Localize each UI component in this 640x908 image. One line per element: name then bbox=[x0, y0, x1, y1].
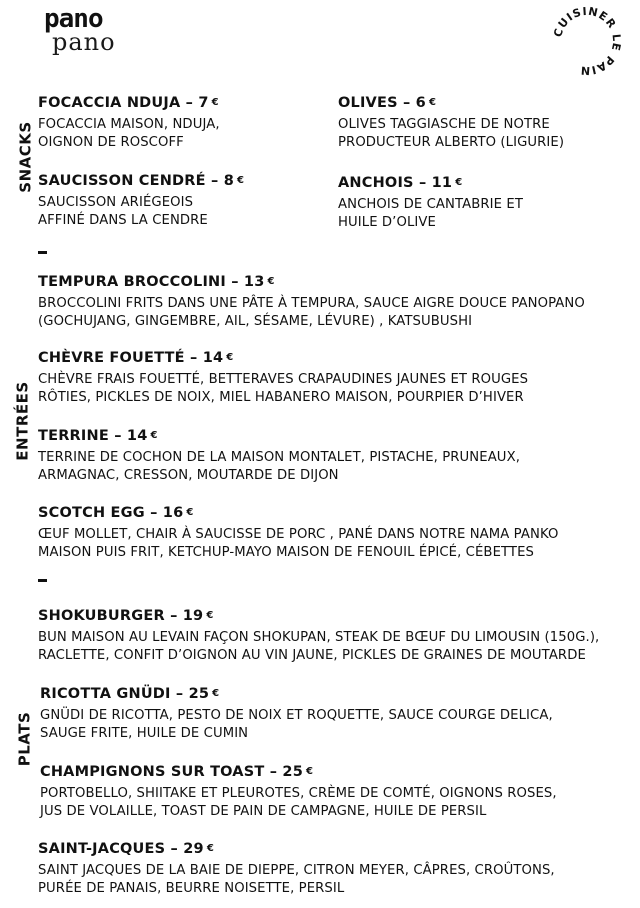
item-description: OLIVES TAGGIASCHE DE NOTRE PRODUCTEUR ALBERTO (LIGURIE) bbox=[338, 117, 565, 150]
svg-text:CUISINER LE PAIN: CUISINER LE PAIN bbox=[551, 4, 624, 78]
menu-item-olives bbox=[338, 94, 564, 152]
item-description: ŒUF MOLLET, CHAIR À SAUCISSE DE PORC , PANÉ DANS NOTRE NAMA PANKO MAISON PUIS FRIT, KETCHUP-MAYO MAISON DE FENOUIL ÉPICÉ, CÉBETTES bbox=[38, 527, 559, 560]
menu-item-saint-jacques bbox=[38, 840, 555, 898]
item-description: PORTOBELLO, SHIITAKE ET PLEUROTES, CRÈME DE COMTÉ, OIGNONS ROSES, JUS DE VOLAILLE, TOAST DE PAIN DE CAMPAGNE, HUILE DE PERSIL bbox=[40, 786, 557, 819]
item-title: SHOKUBURGER – 19 € bbox=[38, 608, 214, 624]
menu-item-anchois bbox=[338, 174, 523, 232]
item-title: SCOTCH EGG – 16 € bbox=[38, 505, 194, 521]
section-divider bbox=[38, 251, 47, 254]
item-title: TERRINE – 14 € bbox=[38, 428, 158, 444]
item-description: SAUCISSON ARIÉGEOIS AFFINÉ DANS LA CENDRE bbox=[38, 195, 208, 228]
item-description: GNÜDI DE RICOTTA, PESTO DE NOIX ET ROQUETTE, SAUCE COURGE DELICA, SAUGE FRITE, HUILE DE CUMIN bbox=[40, 708, 553, 741]
menu-item-scotch-egg bbox=[38, 504, 558, 562]
item-title: ANCHOIS – 11 € bbox=[338, 175, 463, 191]
menu-item-chevre-fouette bbox=[38, 349, 528, 407]
section-label-entrees: ENTRÉES bbox=[13, 381, 32, 461]
item-description: FOCACCIA MAISON, NDUJA, OIGNON DE ROSCOFF bbox=[38, 117, 220, 150]
section-divider bbox=[38, 579, 47, 582]
menu-item-ricotta-gnudi bbox=[40, 685, 553, 743]
logo-wordmark: pano bbox=[44, 4, 103, 34]
item-description: TERRINE DE COCHON DE LA MAISON MONTALET, PISTACHE, PRUNEAUX, ARMAGNAC, CRESSON, MOUTARDE DE DIJON bbox=[38, 450, 520, 483]
menu-item-tempura-broccolini bbox=[38, 273, 585, 331]
item-title: OLIVES – 6 € bbox=[338, 95, 437, 111]
logo-wordmark-script: pano bbox=[52, 28, 116, 56]
item-description: SAINT JACQUES DE LA BAIE DE DIEPPE, CITRON MEYER, CÂPRES, CROÛTONS, PURÉE DE PANAIS, BEURRE NOISETTE, PERSIL bbox=[38, 863, 555, 896]
item-description: BUN MAISON AU LEVAIN FAÇON SHOKUPAN, STEAK DE BŒUF DU LIMOUSIN (150G.), RACLETTE, CONFIT D’OIGNON AU VIN JAUNE, PICKLES DE GRAINES DE MOUTARDE bbox=[38, 630, 600, 663]
cuisiner-le-pain-seal bbox=[548, 2, 626, 80]
item-description: BROCCOLINI FRITS DANS UNE PÂTE À TEMPURA, SAUCE AIGRE DOUCE PANOPANO (GOCHUJANG, GINGEMBRE, AIL, SÉSAME, LÉVURE) , KATSUBUSHI bbox=[38, 296, 585, 329]
menu-item-shokuburger bbox=[38, 607, 599, 665]
item-title: SAINT-JACQUES – 29 € bbox=[38, 841, 214, 857]
item-title: TEMPURA BROCCOLINI – 13 € bbox=[38, 274, 275, 290]
menu-item-focaccia-nduja bbox=[38, 94, 220, 152]
section-label-plats: PLATS bbox=[15, 711, 34, 767]
item-description: ANCHOIS DE CANTABRIE ET HUILE D’OLIVE bbox=[338, 197, 523, 230]
menu-item-champignons-sur-toast bbox=[40, 763, 557, 821]
item-title: SAUCISSON CENDRÉ – 8 € bbox=[38, 173, 245, 189]
item-title: FOCACCIA NDUJA – 7 € bbox=[38, 95, 219, 111]
section-label-snacks: SNACKS bbox=[16, 121, 35, 193]
menu-item-saucisson-cendre bbox=[38, 172, 244, 230]
item-title: CHAMPIGNONS SUR TOAST – 25 € bbox=[40, 764, 314, 780]
item-title: CHÈVRE FOUETTÉ – 14 € bbox=[38, 350, 234, 366]
menu-item-terrine bbox=[38, 427, 520, 485]
item-title: RICOTTA GNÜDI – 25 € bbox=[40, 686, 220, 702]
item-description: CHÈVRE FRAIS FOUETTÉ, BETTERAVES CRAPAUDINES JAUNES ET ROUGES RÔTIES, PICKLES DE NOIX, MIEL HABANERO MAISON, POURPIER D’HIVER bbox=[38, 372, 529, 405]
